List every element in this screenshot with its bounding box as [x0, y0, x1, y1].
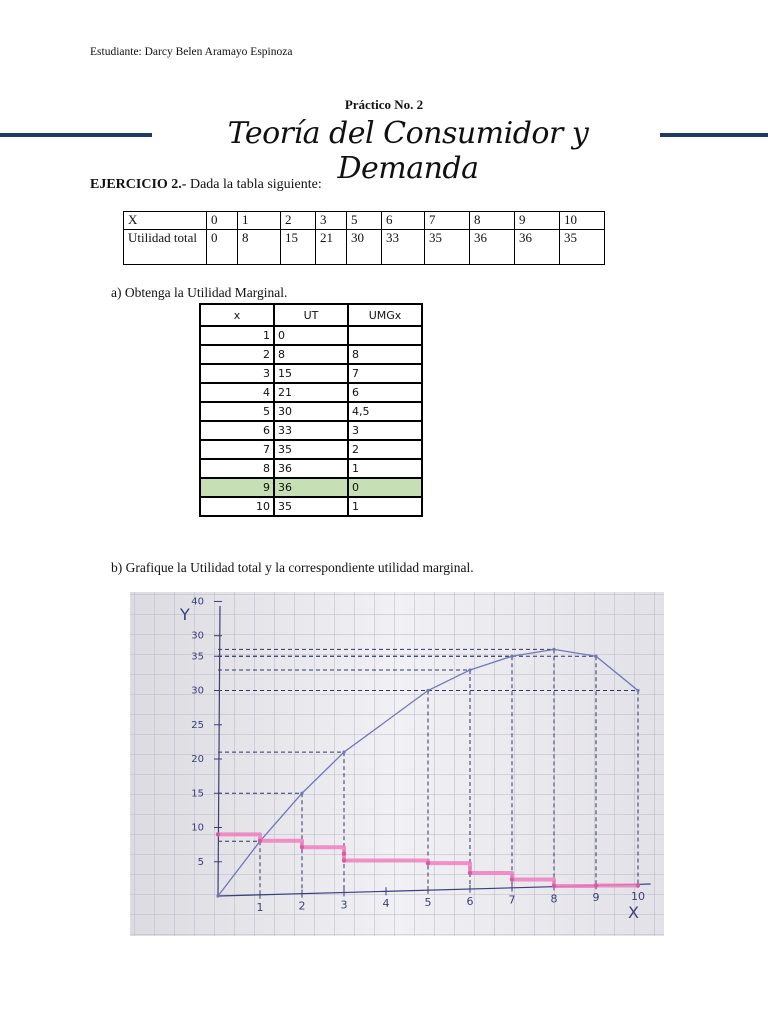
cell-x: 5: [200, 402, 274, 421]
table-row-ut: [124, 230, 605, 265]
student-name: Estudiante: Darcy Belen Aramayo Espinoza: [90, 46, 293, 58]
cell-x: 1: [200, 326, 274, 345]
x-tick-label: 7: [508, 893, 516, 907]
umg-point: [342, 852, 346, 856]
marginal-utility-table: [199, 303, 423, 517]
table-cell: 7: [425, 212, 470, 230]
umg-point: [552, 884, 556, 888]
table-cell: 36: [515, 230, 560, 265]
hand-drawn-graph: [130, 592, 664, 936]
table-cell: 5: [347, 212, 382, 230]
table-row: [200, 459, 422, 478]
practice-number: Práctico No. 2: [344, 97, 424, 112]
cell-ut: 8: [274, 345, 348, 364]
item-b-text: b) Grafique la Utilidad total y la correspondiente utilidad marginal.: [111, 560, 474, 575]
exercise-text: Dada la tabla siguiente:: [186, 177, 322, 192]
umg-point: [258, 839, 262, 843]
table-cell: 0: [207, 230, 238, 265]
table-row: [200, 364, 422, 383]
x-tick-label: 1: [256, 900, 264, 914]
table-row: [200, 326, 422, 345]
table-row: [200, 402, 422, 421]
x-axis-label: X: [628, 903, 639, 922]
table-row: [200, 478, 422, 497]
table-cell: 36: [470, 230, 515, 265]
cell-x: 10: [200, 497, 274, 516]
cell-x: 6: [200, 421, 274, 440]
title-rule-left: [0, 133, 152, 137]
header-x: x: [200, 304, 274, 326]
cell-x: 4: [200, 383, 274, 402]
table-cell: 10: [560, 212, 605, 230]
cell-umg: 6: [348, 383, 422, 402]
cell-x: 9: [200, 478, 274, 497]
umg-point: [342, 858, 346, 862]
ut-point: [468, 668, 471, 671]
header-ut: UT: [274, 304, 348, 326]
y-tick-label: 5: [197, 856, 204, 868]
cell-ut: 36: [274, 478, 348, 497]
y-axis-label: Y: [180, 605, 190, 624]
cell-umg: [348, 326, 422, 345]
ut-point: [510, 655, 513, 658]
cell-x: 3: [200, 364, 274, 383]
table-cell: 9: [515, 212, 560, 230]
y-tick-label: 30: [191, 630, 204, 642]
table-cell: 15: [281, 230, 316, 265]
x-tick-label: 10: [631, 890, 645, 903]
graph-photo: [130, 592, 664, 936]
table-cell: 8: [238, 230, 281, 265]
cell-umg: 1: [348, 497, 422, 516]
umg-point: [510, 877, 514, 881]
cell-umg: 3: [348, 421, 422, 440]
table-cell: 3: [316, 212, 347, 230]
table-row: [200, 421, 422, 440]
y-tick-label: 20: [191, 754, 204, 765]
ut-point: [636, 689, 639, 692]
umg-point: [636, 883, 640, 887]
y-tick-label: 15: [191, 788, 204, 800]
cell-umg: 1: [348, 459, 422, 478]
table-cell: 21: [316, 230, 347, 265]
table-cell: 35: [560, 230, 605, 265]
table-cell: 8: [470, 212, 515, 230]
cell-x: 2: [200, 345, 274, 364]
x-tick-label: 9: [592, 891, 600, 905]
umg-point: [468, 871, 472, 875]
y-tick-label: 10: [191, 822, 204, 834]
table-cell: 35: [425, 230, 470, 265]
exercise-heading: [90, 177, 322, 193]
y-tick-label: 40: [191, 596, 204, 608]
cell-ut: 30: [274, 402, 348, 421]
table-header-row: [200, 304, 422, 326]
item-a-text: a) Obtenga la Utilidad Marginal.: [111, 285, 288, 300]
marginal-utility-rows: [200, 326, 422, 516]
cell-x: 7: [200, 440, 274, 459]
umg-point: [216, 832, 220, 836]
ut-point: [342, 751, 345, 754]
x-tick-label: 6: [466, 894, 474, 908]
x-tick-label: 4: [382, 897, 390, 911]
table-cell: 33: [382, 230, 425, 265]
table-cell: 30: [347, 230, 382, 265]
ut-point: [552, 648, 555, 651]
x-tick-label: 2: [298, 899, 306, 913]
x-tick-label: 8: [550, 892, 558, 906]
table-cell: 1: [238, 212, 281, 230]
y-tick-label: 25: [191, 719, 204, 731]
table-row-x: [124, 212, 605, 230]
table-cell: 0: [207, 212, 238, 230]
cell-ut: 15: [274, 364, 348, 383]
table-cell: 2: [281, 212, 316, 230]
x-tick-label: 3: [340, 898, 348, 912]
exercise-label: EJERCICIO 2.-: [90, 177, 187, 192]
table-cell: Utilidad total: [124, 230, 207, 265]
cell-ut: 35: [274, 497, 348, 516]
table-row: [200, 497, 422, 516]
table-row: [200, 440, 422, 459]
cell-umg: 4,5: [348, 402, 422, 421]
cell-ut: 33: [274, 421, 348, 440]
document-title: Teoría del Consumidor y Demanda: [227, 116, 589, 186]
cell-ut: 21: [274, 383, 348, 402]
umg-point: [300, 845, 304, 849]
y-tick-label: 35: [191, 651, 204, 663]
utility-data-table: [123, 211, 605, 265]
umg-point: [594, 883, 598, 887]
table-row: [200, 345, 422, 364]
cell-umg: 2: [348, 440, 422, 459]
header-umg: UMGx: [348, 304, 422, 326]
table-cell: 6: [382, 212, 425, 230]
y-tick-label: 30: [191, 685, 204, 697]
cell-umg: 7: [348, 364, 422, 383]
cell-x: 8: [200, 459, 274, 478]
cell-umg: 0: [348, 478, 422, 497]
table-cell: X: [124, 212, 207, 230]
ut-point: [216, 894, 219, 897]
ut-point: [426, 689, 429, 692]
ut-point: [300, 792, 303, 795]
cell-ut: 35: [274, 440, 348, 459]
cell-ut: 36: [274, 459, 348, 478]
cell-umg: 8: [348, 345, 422, 364]
umg-point: [426, 861, 430, 865]
x-tick-label: 5: [424, 896, 432, 909]
title-rule-right: [660, 133, 768, 137]
table-row: [200, 383, 422, 402]
ut-point: [594, 655, 597, 658]
cell-ut: 0: [274, 326, 348, 345]
